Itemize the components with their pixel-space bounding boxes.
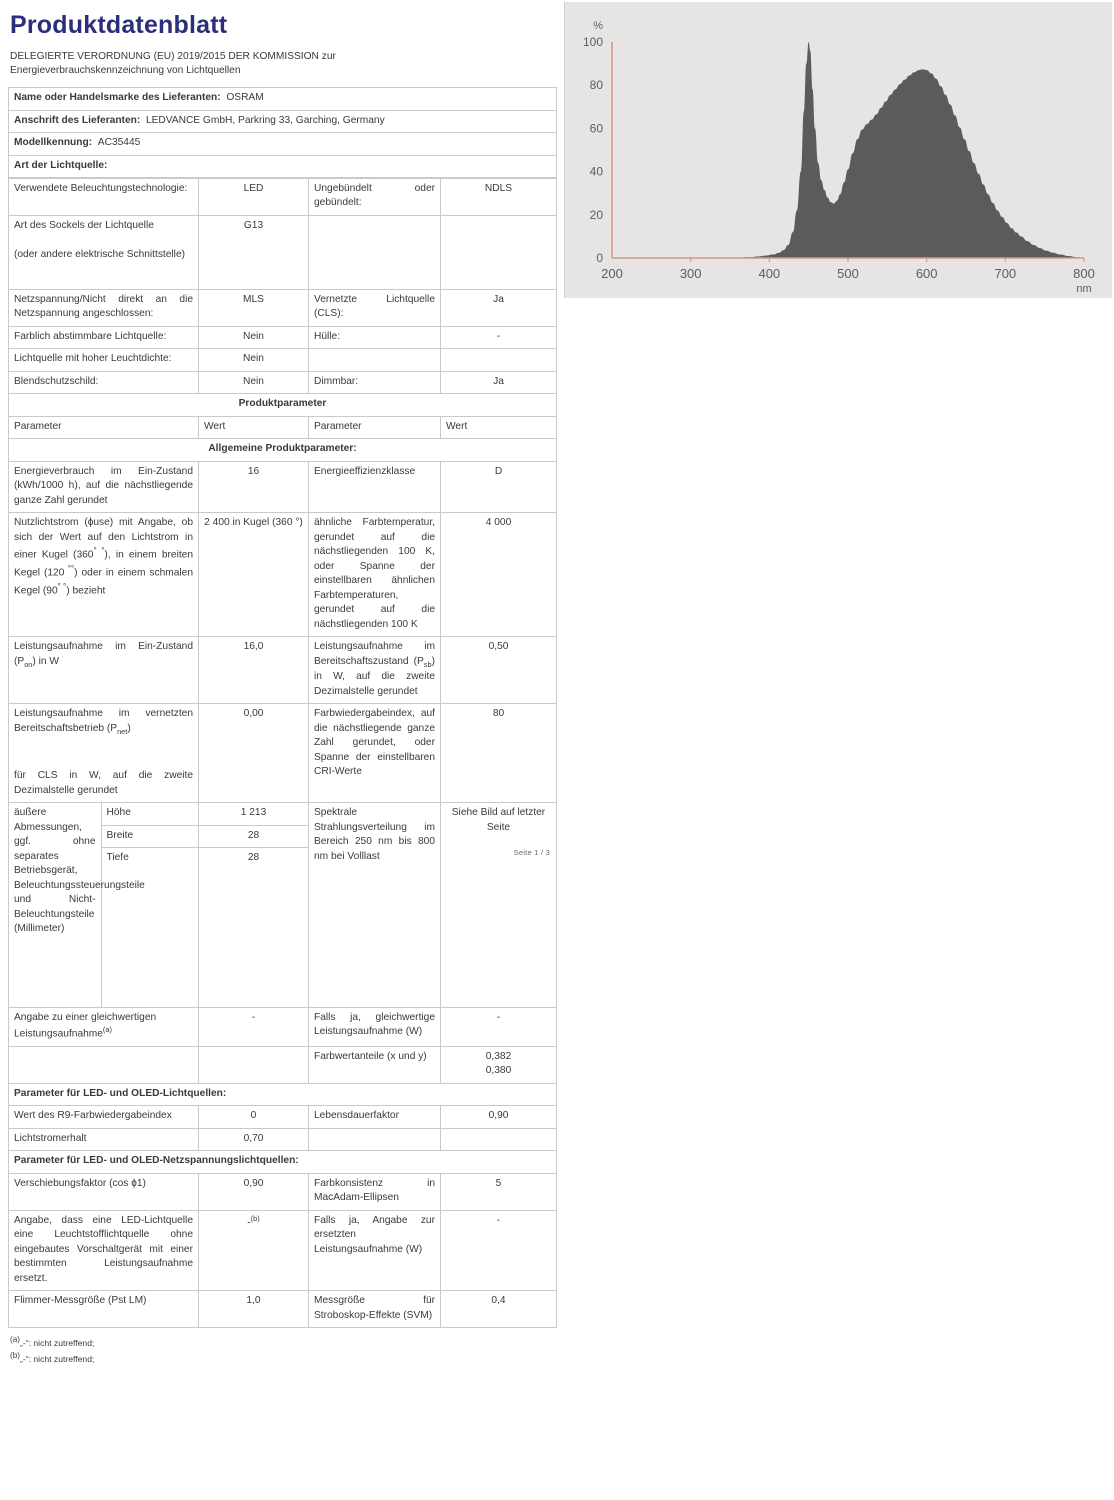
table-row bbox=[9, 371, 557, 393]
section-led-oled-mains: Parameter für LED- und OLED-Netzspannungslichtquellen: bbox=[9, 1151, 557, 1173]
glare-value: Nein bbox=[199, 371, 309, 393]
lumen-maintenance-empty-label bbox=[309, 1128, 441, 1150]
supplier-name-label: Name oder Handelsmarke des Lieferanten: bbox=[14, 92, 221, 104]
footnote-a-mark: (a) bbox=[10, 1335, 21, 1345]
pon-label bbox=[9, 637, 199, 704]
lightsource-characteristics-table bbox=[8, 178, 557, 1328]
replaced-power-label: Falls ja, Angabe zur ersetzten Leistungsaufnahme (W) bbox=[309, 1210, 441, 1290]
beam-label: Ungebündelt oder gebündelt: bbox=[309, 179, 441, 216]
x-tick-label: 600 bbox=[915, 266, 938, 281]
envelope-label: Hülle: bbox=[309, 326, 441, 348]
socket-label-line2: (oder andere elektrische Schnittstelle) bbox=[14, 248, 186, 260]
supplier-name-value: OSRAM bbox=[226, 92, 264, 104]
x-tick-label: 200 bbox=[601, 266, 623, 281]
table-row bbox=[9, 326, 557, 348]
table-row bbox=[9, 416, 557, 438]
table-row bbox=[199, 803, 308, 825]
cri-value: 80 bbox=[441, 704, 557, 803]
pnet-label bbox=[9, 704, 199, 803]
pon-label-a: Leistungsaufnahme im Ein-Zustand (P bbox=[14, 641, 193, 667]
dimensions-label: äußere Abmessungen, ggf. ohne separates Betriebsgerät, Beleuchtungssteuerungsteile und Nicht-Beleuchtungsteile (Millimeter) bbox=[9, 803, 101, 1006]
y-tick-label: 40 bbox=[589, 164, 603, 179]
replacement-claim-label: Angabe, dass eine LED-Lichtquelle eine Leuchtstofflichtquelle ohne eingebautes Vorschaltgerät mit einer bestimmten Leistungsaufnahme ersetzt. bbox=[9, 1210, 199, 1290]
hld-empty-value bbox=[441, 349, 557, 371]
table-row bbox=[9, 1046, 557, 1083]
lifetime-factor-label: Lebensdauerfaktor bbox=[309, 1106, 441, 1128]
table-row bbox=[9, 1210, 557, 1290]
table-row bbox=[9, 1007, 557, 1046]
table-row bbox=[9, 637, 557, 704]
table-row bbox=[9, 1106, 557, 1128]
flicker-label: Flimmer-Messgröße (Pst LM) bbox=[9, 1291, 199, 1328]
footnote-b bbox=[10, 1350, 552, 1366]
table-row bbox=[9, 704, 557, 803]
lifetime-factor-value: 0,90 bbox=[441, 1106, 557, 1128]
supplier-address-label: Anschrift des Lieferanten: bbox=[14, 114, 141, 126]
envelope-value: - bbox=[441, 326, 557, 348]
spectral-distribution-chart bbox=[565, 2, 1113, 298]
psb-label-b: ) in W, auf die zweite Dezimalstelle gerundet bbox=[314, 655, 435, 697]
useful-flux-text-b: ), in einem breiten Kegel (120 bbox=[14, 549, 193, 579]
col-header-wert-2: Wert bbox=[441, 416, 557, 438]
lightsource-type-header: Art der Lichtquelle: bbox=[9, 155, 557, 177]
table-row bbox=[9, 1083, 557, 1105]
table-row bbox=[9, 803, 199, 825]
supplier-address-cell bbox=[9, 110, 557, 132]
cct-label: ähnliche Farbtemperatur, gerundet auf die nächstliegenden 100 K, oder Spanne der einstellbaren ähnlichen Farbtemperaturen, gerundet auf die nächstliegenden 100 K bbox=[309, 513, 441, 637]
psb-label bbox=[309, 637, 441, 704]
useful-luminous-flux-value: 2 400 in Kugel (360 °) bbox=[199, 513, 309, 637]
footnote-b-text: „-“: nicht zutreffend; bbox=[20, 1353, 95, 1364]
table-row bbox=[9, 110, 557, 132]
glare-label: Blendschutzschild: bbox=[9, 371, 199, 393]
table-row bbox=[9, 215, 557, 289]
socket-label bbox=[9, 215, 199, 289]
color-consistency-value: 5 bbox=[441, 1173, 557, 1210]
y-axis-unit-label: % bbox=[593, 20, 603, 32]
dimensions-cell bbox=[9, 803, 199, 1007]
y-tick-label: 80 bbox=[589, 78, 603, 93]
table-row bbox=[9, 88, 557, 110]
dimension-name-tiefe: Tiefe bbox=[106, 852, 129, 864]
equivalent-power2-value: - bbox=[441, 1007, 557, 1046]
r9-value: 0 bbox=[199, 1106, 309, 1128]
dimension-values-inner-table bbox=[199, 803, 308, 869]
table-row bbox=[9, 349, 557, 371]
flicker-value: 1,0 bbox=[199, 1291, 309, 1328]
supplier-address-value: LEDVANCE GmbH, Parkring 33, Garching, Germany bbox=[145, 114, 385, 126]
section-allgemeine-produktparameter: Allgemeine Produktparameter: bbox=[9, 439, 557, 461]
pon-label-b: ) in W bbox=[32, 655, 60, 667]
efficiency-class-value: D bbox=[441, 461, 557, 512]
lumen-maintenance-label: Lichtstromerhalt bbox=[9, 1128, 199, 1150]
dimension-values-cell bbox=[199, 803, 309, 1007]
pnet-label-b: ) bbox=[127, 722, 131, 734]
dimmable-value: Ja bbox=[441, 371, 557, 393]
displacement-factor-label: Verschiebungsfaktor (cos ɸ1) bbox=[9, 1173, 199, 1210]
table-row bbox=[199, 848, 308, 870]
pnet-subscript: net bbox=[117, 726, 128, 736]
dimension-value-hoehe: 1 213 bbox=[199, 803, 308, 825]
dimension-value-breite: 28 bbox=[199, 825, 308, 847]
replacement-claim-dash: - bbox=[247, 1217, 251, 1229]
lumen-maintenance-empty-value bbox=[441, 1128, 557, 1150]
table-row bbox=[9, 133, 557, 155]
replaced-power-value: - bbox=[441, 1210, 557, 1290]
mains-label: Netzspannung/Nicht direkt an die Netzspannung angeschlossen: bbox=[9, 289, 199, 326]
pon-subscript: on bbox=[24, 659, 33, 669]
spectral-distribution-value: Siehe Bild auf letzter Seite bbox=[441, 803, 557, 1007]
x-tick-label: 500 bbox=[837, 266, 859, 281]
equivalent-power-value: - bbox=[199, 1007, 309, 1046]
x-tick-label: 700 bbox=[994, 266, 1017, 281]
y-tick-label: 60 bbox=[589, 121, 603, 136]
spectral-distribution-chart-panel bbox=[564, 2, 1112, 298]
table-row bbox=[9, 1151, 557, 1173]
regulation-subtitle bbox=[10, 50, 450, 80]
x-tick-label: 300 bbox=[679, 266, 702, 281]
footnote-a bbox=[10, 1334, 552, 1350]
chromaticity-label: Farbwertanteile (x und y) bbox=[309, 1046, 441, 1083]
socket-value: G13 bbox=[199, 215, 309, 289]
pnet-value: 0,00 bbox=[199, 704, 309, 803]
hld-empty-label bbox=[309, 349, 441, 371]
table-row bbox=[9, 1291, 557, 1328]
useful-flux-text-d: ) bezieht bbox=[66, 585, 106, 597]
psb-subscript: sb bbox=[423, 659, 432, 669]
psb-label-a: Leistungsaufnahme im Bereitschaftszustand (P bbox=[314, 641, 435, 667]
footnotes bbox=[10, 1334, 552, 1366]
chromaticity-empty-value bbox=[199, 1046, 309, 1083]
color-consistency-label: Farbkonsistenz in MacAdam-Ellipsen bbox=[309, 1173, 441, 1210]
dimensions-inner-table bbox=[9, 803, 199, 1006]
equivalent-power-label bbox=[9, 1007, 199, 1046]
efficiency-class-label: Energieeffizienzklasse bbox=[309, 461, 441, 512]
beam-value: NDLS bbox=[441, 179, 557, 216]
chromaticity-y: 0,380 bbox=[485, 1065, 512, 1077]
x-tick-label: 400 bbox=[758, 266, 781, 281]
dimmable-label: Dimmbar: bbox=[309, 371, 441, 393]
table-row bbox=[9, 289, 557, 326]
cls-label: Vernetzte Lichtquelle (CLS): bbox=[309, 289, 441, 326]
pnet-label-c: für CLS in W, auf die zweite Dezimalstelle gerundet bbox=[14, 770, 193, 796]
displacement-factor-value: 0,90 bbox=[199, 1173, 309, 1210]
useful-flux-text-a: Nutzlichtstrom (ɸuse) mit Angabe, ob sich der Wert auf den Lichtstrom in einer Kugel (360 bbox=[14, 517, 193, 561]
pnet-label-a: Leistungsaufnahme im vernetzten Bereitschaftsbetrieb (P bbox=[14, 708, 193, 734]
tech-value: LED bbox=[199, 179, 309, 216]
footnote-b-mark: (b) bbox=[10, 1351, 21, 1360]
y-tick-label: 100 bbox=[582, 35, 603, 49]
cri-label: Farbwiedergabeindex, auf die nächstliegende ganze Zahl gerundet, oder Spanne der einstellbaren CRI-Werte bbox=[309, 704, 441, 803]
socket-label-line1: Art des Sockels der Lichtquelle bbox=[14, 219, 154, 231]
table-row bbox=[9, 179, 557, 216]
section-produktparameter: Produktparameter bbox=[9, 394, 557, 416]
x-tick-label: 800 bbox=[1073, 266, 1095, 281]
chromaticity-x: 0,382 bbox=[485, 1050, 512, 1062]
dimension-name-hoehe: Höhe bbox=[101, 803, 199, 825]
hld-value: Nein bbox=[199, 349, 309, 371]
tech-label: Verwendete Beleuchtungstechnologie: bbox=[9, 179, 199, 216]
table-row bbox=[199, 825, 308, 847]
equivalent-power2-label: Falls ja, gleichwertige Leistungsaufnahme (W) bbox=[309, 1007, 441, 1046]
hld-label: Lichtquelle mit hoher Leuchtdichte: bbox=[9, 349, 199, 371]
equivalent-power-text: Angabe zu einer gleichwertigen Leistungsaufnahme bbox=[14, 1011, 157, 1040]
table-row bbox=[9, 803, 557, 1007]
y-tick-label: 0 bbox=[596, 251, 603, 265]
chromaticity-values bbox=[441, 1046, 557, 1083]
replacement-claim-footnote-mark: (b) bbox=[250, 1213, 260, 1223]
footnote-a-text: „-“: nicht zutreffend; bbox=[20, 1338, 95, 1349]
svm-label: Messgröße für Stroboskop-Effekte (SVM) bbox=[309, 1291, 441, 1328]
product-datasheet-document bbox=[0, 0, 556, 1500]
table-row bbox=[9, 439, 557, 461]
tunable-value: Nein bbox=[199, 326, 309, 348]
x-axis-unit-label: nm bbox=[1076, 283, 1092, 295]
dimension-value-tiefe: 28 bbox=[247, 852, 260, 864]
r9-label: Wert des R9-Farbwiedergabeindex bbox=[9, 1106, 199, 1128]
table-row bbox=[9, 1173, 557, 1210]
table-row bbox=[9, 513, 557, 637]
section-led-oled: Parameter für LED- und OLED-Lichtquellen: bbox=[9, 1083, 557, 1105]
energy-consumption-label: Energieverbrauch im Ein-Zustand (kWh/1000 h), auf die nächstliegende ganze Zahl gerundet bbox=[9, 461, 199, 512]
useful-luminous-flux-label: Nutzlichtstrom (ɸuse) mit Angabe, ob sich der Wert auf den Lichtstrom in einer Kugel (360° °), in einem breiten Kegel (120 °°) oder in einem schmalen Kegel (90° °) bezieht bbox=[9, 513, 199, 637]
model-id-value: AC35445 bbox=[97, 137, 141, 149]
table-row bbox=[9, 461, 557, 512]
socket-empty-label bbox=[309, 215, 441, 289]
model-id-cell bbox=[9, 133, 557, 155]
page-marker: Seite 1 / 3 bbox=[513, 848, 550, 857]
table-row bbox=[9, 1128, 557, 1150]
lumen-maintenance-value: 0,70 bbox=[199, 1128, 309, 1150]
table-row bbox=[9, 394, 557, 416]
page-title: Produktdatenblatt bbox=[10, 11, 228, 39]
spectral-distribution-label: Spektrale Strahlungsverteilung im Bereich 250 nm bis 800 nm bei Volllast bbox=[309, 803, 441, 1007]
y-tick-label: 20 bbox=[589, 207, 603, 222]
model-id-label: Modellkennung: bbox=[14, 137, 93, 149]
dimension-name-breite: Breite bbox=[101, 825, 199, 847]
cct-value: 4 000 bbox=[441, 513, 557, 637]
cls-value: Ja bbox=[441, 289, 557, 326]
useful-flux-text-c: ) oder in einem schmalen Kegel (90 bbox=[14, 567, 194, 597]
equivalent-power-footnote-mark: (a) bbox=[102, 1025, 112, 1035]
energy-consumption-value: 16 bbox=[199, 461, 309, 512]
pon-value: 16,0 bbox=[199, 637, 309, 704]
supplier-name-cell bbox=[9, 88, 557, 110]
spectrum-area bbox=[612, 42, 1084, 258]
subtitle-line-2: Energieverbrauchskennzeichnung von Lichtquellen bbox=[10, 65, 241, 77]
col-header-parameter-2: Parameter bbox=[309, 416, 441, 438]
tunable-label: Farblich abstimmbare Lichtquelle: bbox=[9, 326, 199, 348]
psb-value: 0,50 bbox=[441, 637, 557, 704]
replacement-claim-value bbox=[199, 1210, 309, 1290]
socket-empty-value bbox=[441, 215, 557, 289]
svm-value: 0,4 bbox=[441, 1291, 557, 1328]
chromaticity-empty-label bbox=[9, 1046, 199, 1083]
table-row bbox=[9, 155, 557, 177]
col-header-parameter-1: Parameter bbox=[9, 416, 199, 438]
col-header-wert-1: Wert bbox=[199, 416, 309, 438]
mains-value: MLS bbox=[199, 289, 309, 326]
supplier-table bbox=[8, 87, 557, 178]
subtitle-line-1: DELEGIERTE VERORDNUNG (EU) 2019/2015 DER KOMMISSION zur bbox=[10, 50, 336, 62]
